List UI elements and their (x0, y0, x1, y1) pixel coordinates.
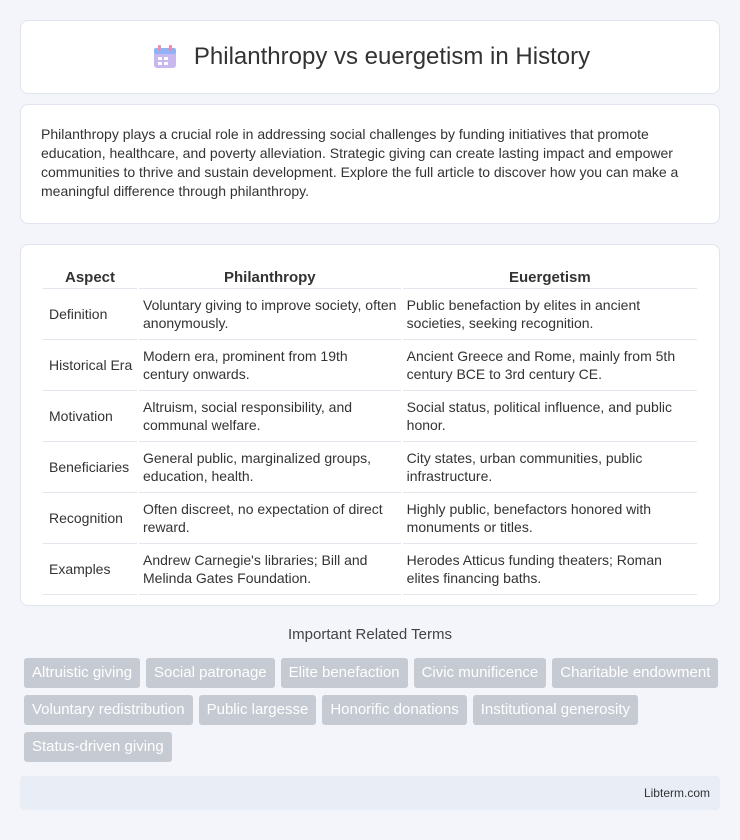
cell-philanthropy: Modern era, prominent from 19th century onwards. (139, 340, 401, 391)
related-terms-title: Important Related Terms (288, 626, 452, 643)
table-header-row (43, 265, 697, 289)
table-row (43, 442, 697, 493)
related-term-tag[interactable]: Voluntary redistribution (24, 695, 193, 725)
cell-philanthropy: General public, marginalized groups, education, health. (139, 442, 401, 493)
comparison-table (41, 265, 699, 595)
cell-philanthropy: Voluntary giving to improve society, often anonymously. (139, 289, 401, 340)
cell-philanthropy: Often discreet, no expectation of direct reward. (139, 493, 401, 544)
intro-card (20, 104, 720, 224)
cell-philanthropy: Andrew Carnegie's libraries; Bill and Melinda Gates Foundation. (139, 544, 401, 595)
footer (20, 776, 720, 810)
related-term-tag[interactable]: Elite benefaction (281, 658, 408, 688)
cell-aspect: Recognition (43, 493, 137, 544)
cell-euergetism: Social status, political influence, and public honor. (403, 391, 697, 442)
header-philanthropy: Philanthropy (139, 265, 401, 289)
header-card (20, 20, 720, 94)
page-title: Philanthropy vs euergetism in History (193, 43, 591, 70)
cell-aspect: Motivation (43, 391, 137, 442)
header-euergetism: Euergetism (403, 265, 697, 289)
related-term-tag[interactable]: Social patronage (146, 658, 275, 688)
cell-euergetism: Herodes Atticus funding theaters; Roman elites financing baths. (403, 544, 697, 595)
table-row (43, 493, 697, 544)
related-term-tag[interactable]: Charitable endowment (552, 658, 718, 688)
table-row (43, 544, 697, 595)
comparison-table-card (20, 244, 720, 606)
cell-euergetism: Public benefaction by elites in ancient societies, seeking recognition. (403, 289, 697, 340)
table-row (43, 391, 697, 442)
cell-aspect: Definition (43, 289, 137, 340)
cell-euergetism: Ancient Greece and Rome, mainly from 5th century BCE to 3rd century CE. (403, 340, 697, 391)
cell-aspect: Historical Era (43, 340, 137, 391)
cell-euergetism: City states, urban communities, public infrastructure. (403, 442, 697, 493)
cell-aspect: Beneficiaries (43, 442, 137, 493)
related-term-tag[interactable]: Status-driven giving (24, 732, 172, 762)
cell-aspect: Examples (43, 544, 137, 595)
related-term-tag[interactable]: Civic munificence (414, 658, 547, 688)
cell-philanthropy: Altruism, social responsibility, and communal welfare. (139, 391, 401, 442)
related-term-tag[interactable]: Altruistic giving (24, 658, 140, 688)
table-row (43, 289, 697, 340)
related-term-tag[interactable]: Public largesse (199, 695, 317, 725)
calendar-icon (150, 42, 180, 72)
related-terms-list (24, 658, 724, 762)
related-term-tag[interactable]: Honorific donations (322, 695, 466, 725)
footer-site-link[interactable]: Libterm.com (643, 786, 710, 800)
cell-euergetism: Highly public, benefactors honored with monuments or titles. (403, 493, 697, 544)
related-term-tag[interactable]: Institutional generosity (473, 695, 638, 725)
table-row (43, 340, 697, 391)
header-aspect: Aspect (43, 265, 137, 289)
intro-text: Philanthropy plays a crucial role in addressing social challenges by funding initiatives that promote education, healthcare, and poverty alleviation. Strategic giving can create lasting impact and empower communities to thrive and sustain development. Explore the full article to discover how you can make a meaningful difference through philanthropy. (41, 126, 679, 199)
